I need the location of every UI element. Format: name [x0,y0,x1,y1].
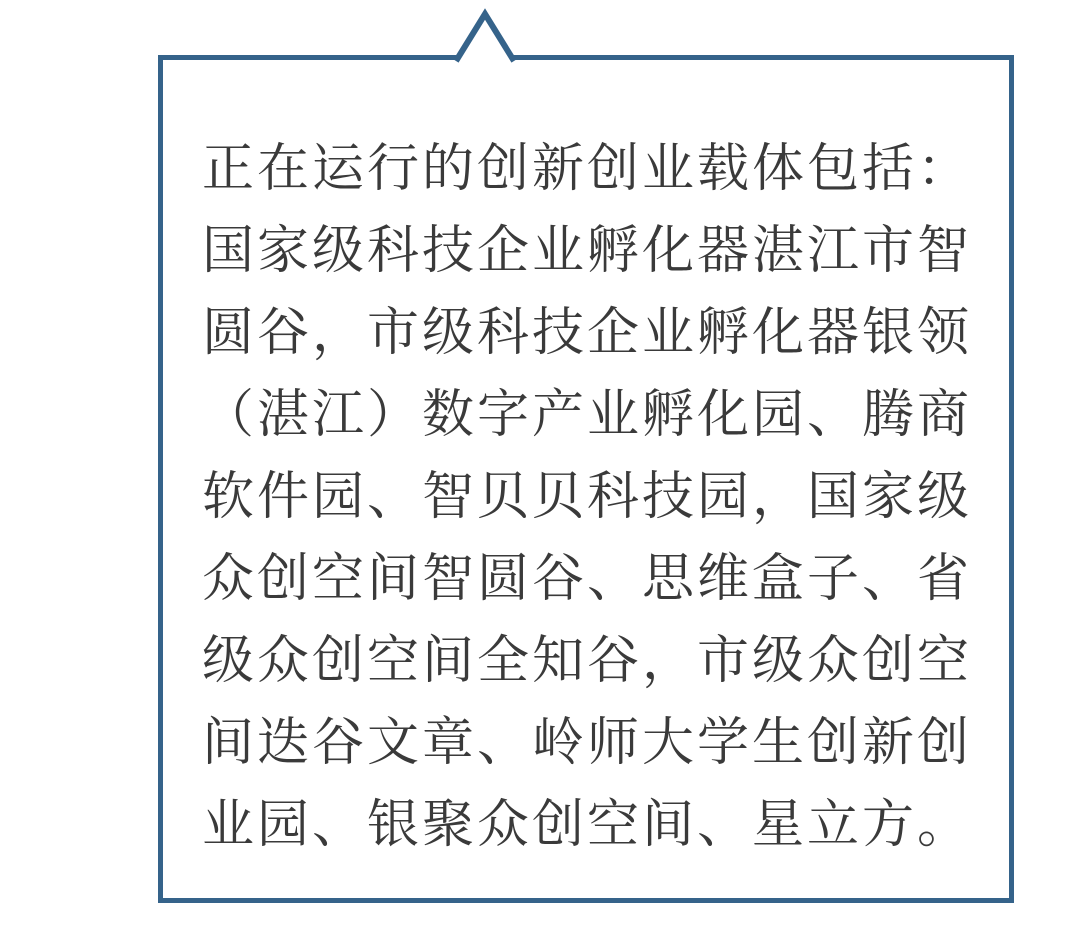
text-line: 间迭谷文章、岭师大学生创新创 [202,714,973,772]
text-line: 国家级科技企业孵化器湛江市智 [202,222,973,280]
text-line: （湛江）数字产业孵化园、腾商 [202,386,973,444]
text-line: 正在运行的创新创业载体包括： [202,140,973,198]
text-line: 众创空间智圆谷、思维盒子、省 [202,550,973,608]
text-line: 圆谷，市级科技企业孵化器银领 [202,304,973,362]
quote-text [202,128,982,866]
text-line: 软件园、智贝贝科技园，国家级 [202,468,973,526]
text-line: 级众创空间全知谷，市级众创空 [202,632,973,690]
text-line: 业园、银聚众创空间、星立方。 [202,796,973,854]
caret-up-icon [430,5,540,67]
